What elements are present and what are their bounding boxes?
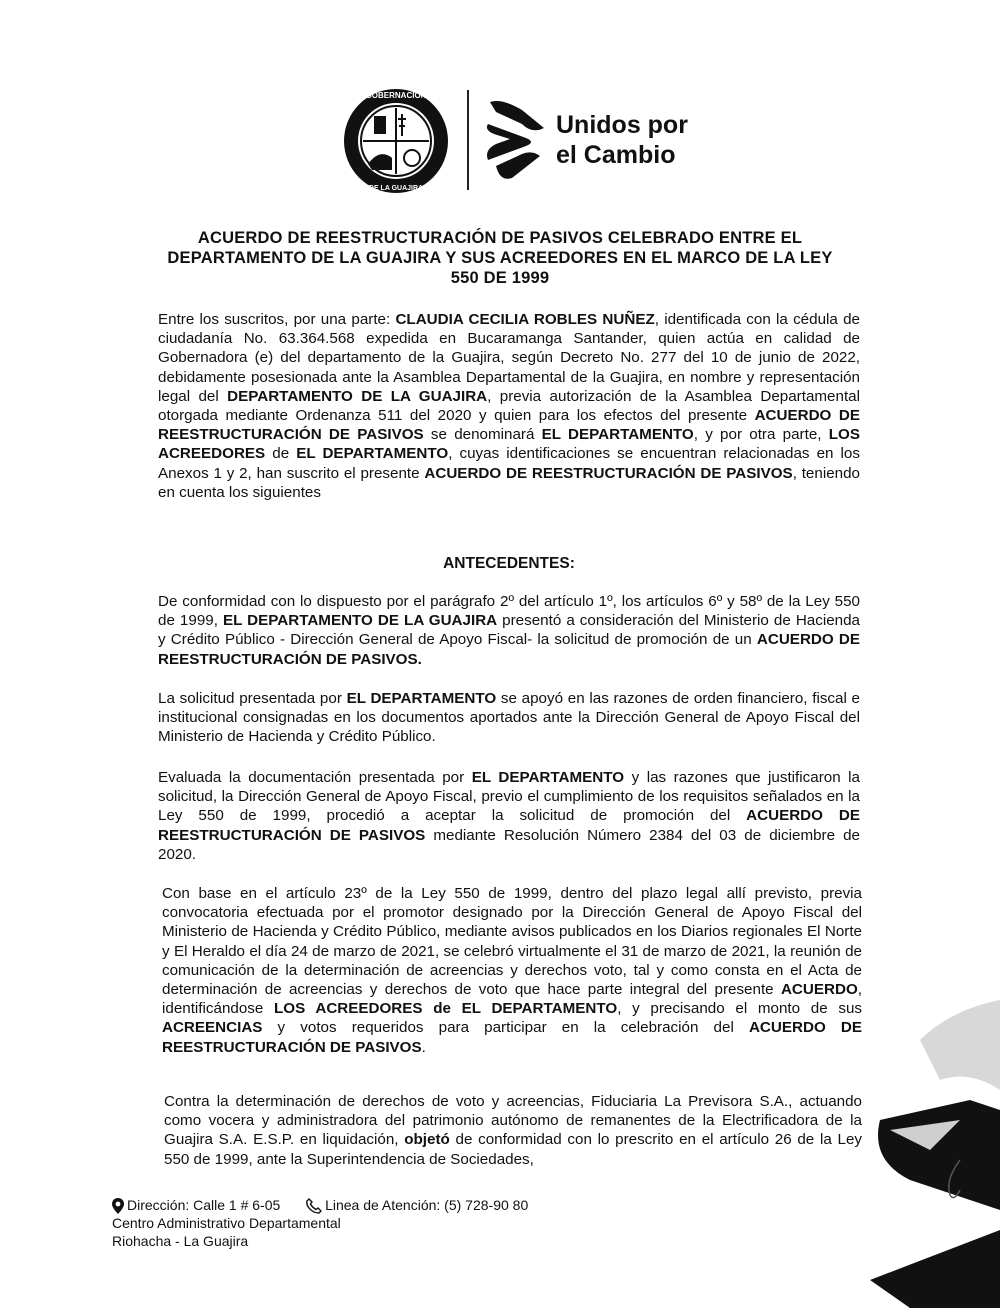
footer-contact xyxy=(112,1196,528,1250)
motto-line1: Unidos por xyxy=(556,111,688,139)
title-line1: ACUERDO DE REESTRUCTURACIÓN DE PASIVOS CELEBRADO ENTRE EL xyxy=(197,229,803,247)
paragraph-6 xyxy=(164,1092,862,1169)
text: Evaluada la documentación presentada por xyxy=(158,769,472,786)
footer-line3: Riohacha - La Guajira xyxy=(112,1233,249,1250)
text: , y por otra parte, xyxy=(693,426,829,444)
text: de xyxy=(265,445,297,463)
header-divider xyxy=(467,90,469,190)
bold-text: ACUERDO DE REESTRUCTURACIÓN DE PASIVOS. xyxy=(158,631,860,668)
text: y votos requeridos para participar en la celebración del xyxy=(262,1019,749,1037)
text: . xyxy=(421,1038,426,1056)
text: mediante Resolución Número 2384 del 03 de diciembre de 2020. xyxy=(158,826,860,863)
text: , identificándose xyxy=(162,981,862,1018)
text: , y precisando el monto de sus xyxy=(617,1000,862,1018)
bold-text: LOS ACREEDORES de EL DEPARTAMENTO xyxy=(274,1000,618,1018)
footer-address: Dirección: Calle 1 # 6-05 xyxy=(127,1197,281,1213)
bold-text: ACUERDO DE REESTRUCTURACIÓN DE PASIVOS xyxy=(424,464,793,482)
bold-text: ACUERDO DE REESTRUCTURACIÓN DE PASIVOS xyxy=(158,407,860,444)
bold-text: EL DEPARTAMENTO xyxy=(471,769,625,786)
decorative-corner-shapes xyxy=(850,980,1000,1308)
bold-text: ACUERDO DE REESTRUCTURACIÓN DE PASIVOS xyxy=(158,807,860,844)
text: , previa autorización de la Asamblea Departamental otorgada mediante Ordenanza 511 del 2020 y quien para los efectos del presente xyxy=(158,387,860,425)
intro-paragraph xyxy=(158,310,860,502)
text: , teniendo en cuenta los siguientes xyxy=(158,464,860,501)
location-pin-icon xyxy=(112,1198,124,1214)
document-title xyxy=(150,228,850,288)
title-line2: DEPARTAMENTO DE LA GUAJIRA Y SUS ACREEDORES EN EL MARCO DE LA LEY xyxy=(167,249,833,267)
section-heading: ANTECEDENTES: xyxy=(443,555,575,572)
text: Con base en el artículo 23º de la Ley 550 de 1999, dentro del plazo legal allí previsto, previa convocatoria efectuada por el promotor designado por la Dirección General de Apoyo Fiscal del Ministerio de Hacienda y Crédito Público, mediante avisos publicados en los Diarios regionales El Norte y El Heraldo el día 24 de marzo de 2021, se celebró virtualmente el 31 de marzo de 2021, la reunión de comunicación de la determinación de acreencias y derechos voto, tal y como consta en el Acta de determinación de acreencias y derechos de voto que hace parte integral del presente xyxy=(162,885,862,999)
paragraph-2 xyxy=(158,592,860,669)
text: , cuyas identificaciones se encuentran relacionadas en los Anexos 1 y 2, han suscrito el presente xyxy=(158,445,860,482)
title-line3: 550 DE 1999 xyxy=(450,269,550,287)
text: De conformidad con lo dispuesto por el parágrafo 2º del artículo 1º, los artículos 6º y 58º de la Ley 550 de 1999, xyxy=(158,593,860,630)
paragraph-3 xyxy=(158,689,860,747)
bold-text: EL DEPARTAMENTO xyxy=(541,426,694,444)
motto-logo-text xyxy=(556,110,688,170)
text: y las razones que justificaron la solicitud, la Dirección General de Apoyo Fiscal, previo el cumplimiento de los requisitos señalados en la Ley 550 de 1999, procedió a aceptar la solicitud de promoción del xyxy=(158,769,860,825)
text: Entre los suscritos, por una parte: xyxy=(158,311,396,328)
gobernacion-seal-logo xyxy=(332,86,460,196)
text: Contra la determinación de derechos de voto y acreencias, Fiduciaria La Previsora S.A., actuando como vocera y administradora del patrimonio autónomo de remanentes de la Electrificadora de la Guajira S.A. E.S.P. en liquidación, xyxy=(164,1093,862,1149)
paragraph-4 xyxy=(158,768,860,864)
bold-text: LOS ACREEDORES xyxy=(158,426,860,463)
text: se denominará xyxy=(423,426,542,444)
bold-text: CLAUDIA CECILIA ROBLES NUÑEZ xyxy=(395,311,655,328)
text: presentó a consideración del Ministerio de Hacienda y Crédito Público - Dirección General de Apoyo Fiscal- la solicitud de promoción de un xyxy=(158,612,861,649)
text: se apoyó en las razones de orden financiero, fiscal e institucional consignadas en los documentos aportados ante la Dirección General de Apoyo Fiscal del Ministerio de Hacienda y Crédito Público. xyxy=(158,690,860,746)
phone-icon xyxy=(306,1198,322,1214)
seal-ring-bottom: DE LA GUAJIRA xyxy=(368,185,424,192)
bold-text: EL DEPARTAMENTO xyxy=(346,690,497,707)
bold-text: DEPARTAMENTO DE LA GUAJIRA xyxy=(227,387,488,405)
footer-phone: Linea de Atención: (5) 728-90 80 xyxy=(325,1197,529,1213)
paragraph-5 xyxy=(162,884,862,1057)
bold-text: ACUERDO DE REESTRUCTURACIÓN DE PASIVOS xyxy=(162,1019,862,1056)
text: , identificada con la cédula de ciudadanía No. 63.364.568 expedida en Bucaramanga Santander, quien actúa en calidad de Gobernadora (e) del departamento de la Guajira, según Decreto No. 277 del 10 de junio de 2022, debidamente posesionada ante la Asamblea Departamental de la Guajira, en nombre y representación legal del xyxy=(158,311,860,405)
motto-line2: el Cambio xyxy=(556,141,676,169)
footer-line2: Centro Administrativo Departamental xyxy=(112,1215,341,1232)
bold-text: objetó xyxy=(404,1131,450,1149)
seal-ring-top: GOBERNACION xyxy=(365,91,427,100)
footer-line1 xyxy=(112,1196,528,1214)
text: La solicitud presentada por xyxy=(158,690,347,707)
unidos-chevron-logo xyxy=(482,94,552,184)
bold-text: ACUERDO xyxy=(780,981,858,999)
text: de conformidad con lo prescrito en el artículo 26 de la Ley 550 de 1999, ante la Superintendencia de Sociedades, xyxy=(164,1131,862,1168)
bold-text: EL DEPARTAMENTO xyxy=(296,445,449,463)
bold-text: EL DEPARTAMENTO DE LA GUAJIRA xyxy=(222,612,498,630)
bold-text: ACREENCIAS xyxy=(162,1019,263,1037)
letterhead xyxy=(332,86,702,196)
